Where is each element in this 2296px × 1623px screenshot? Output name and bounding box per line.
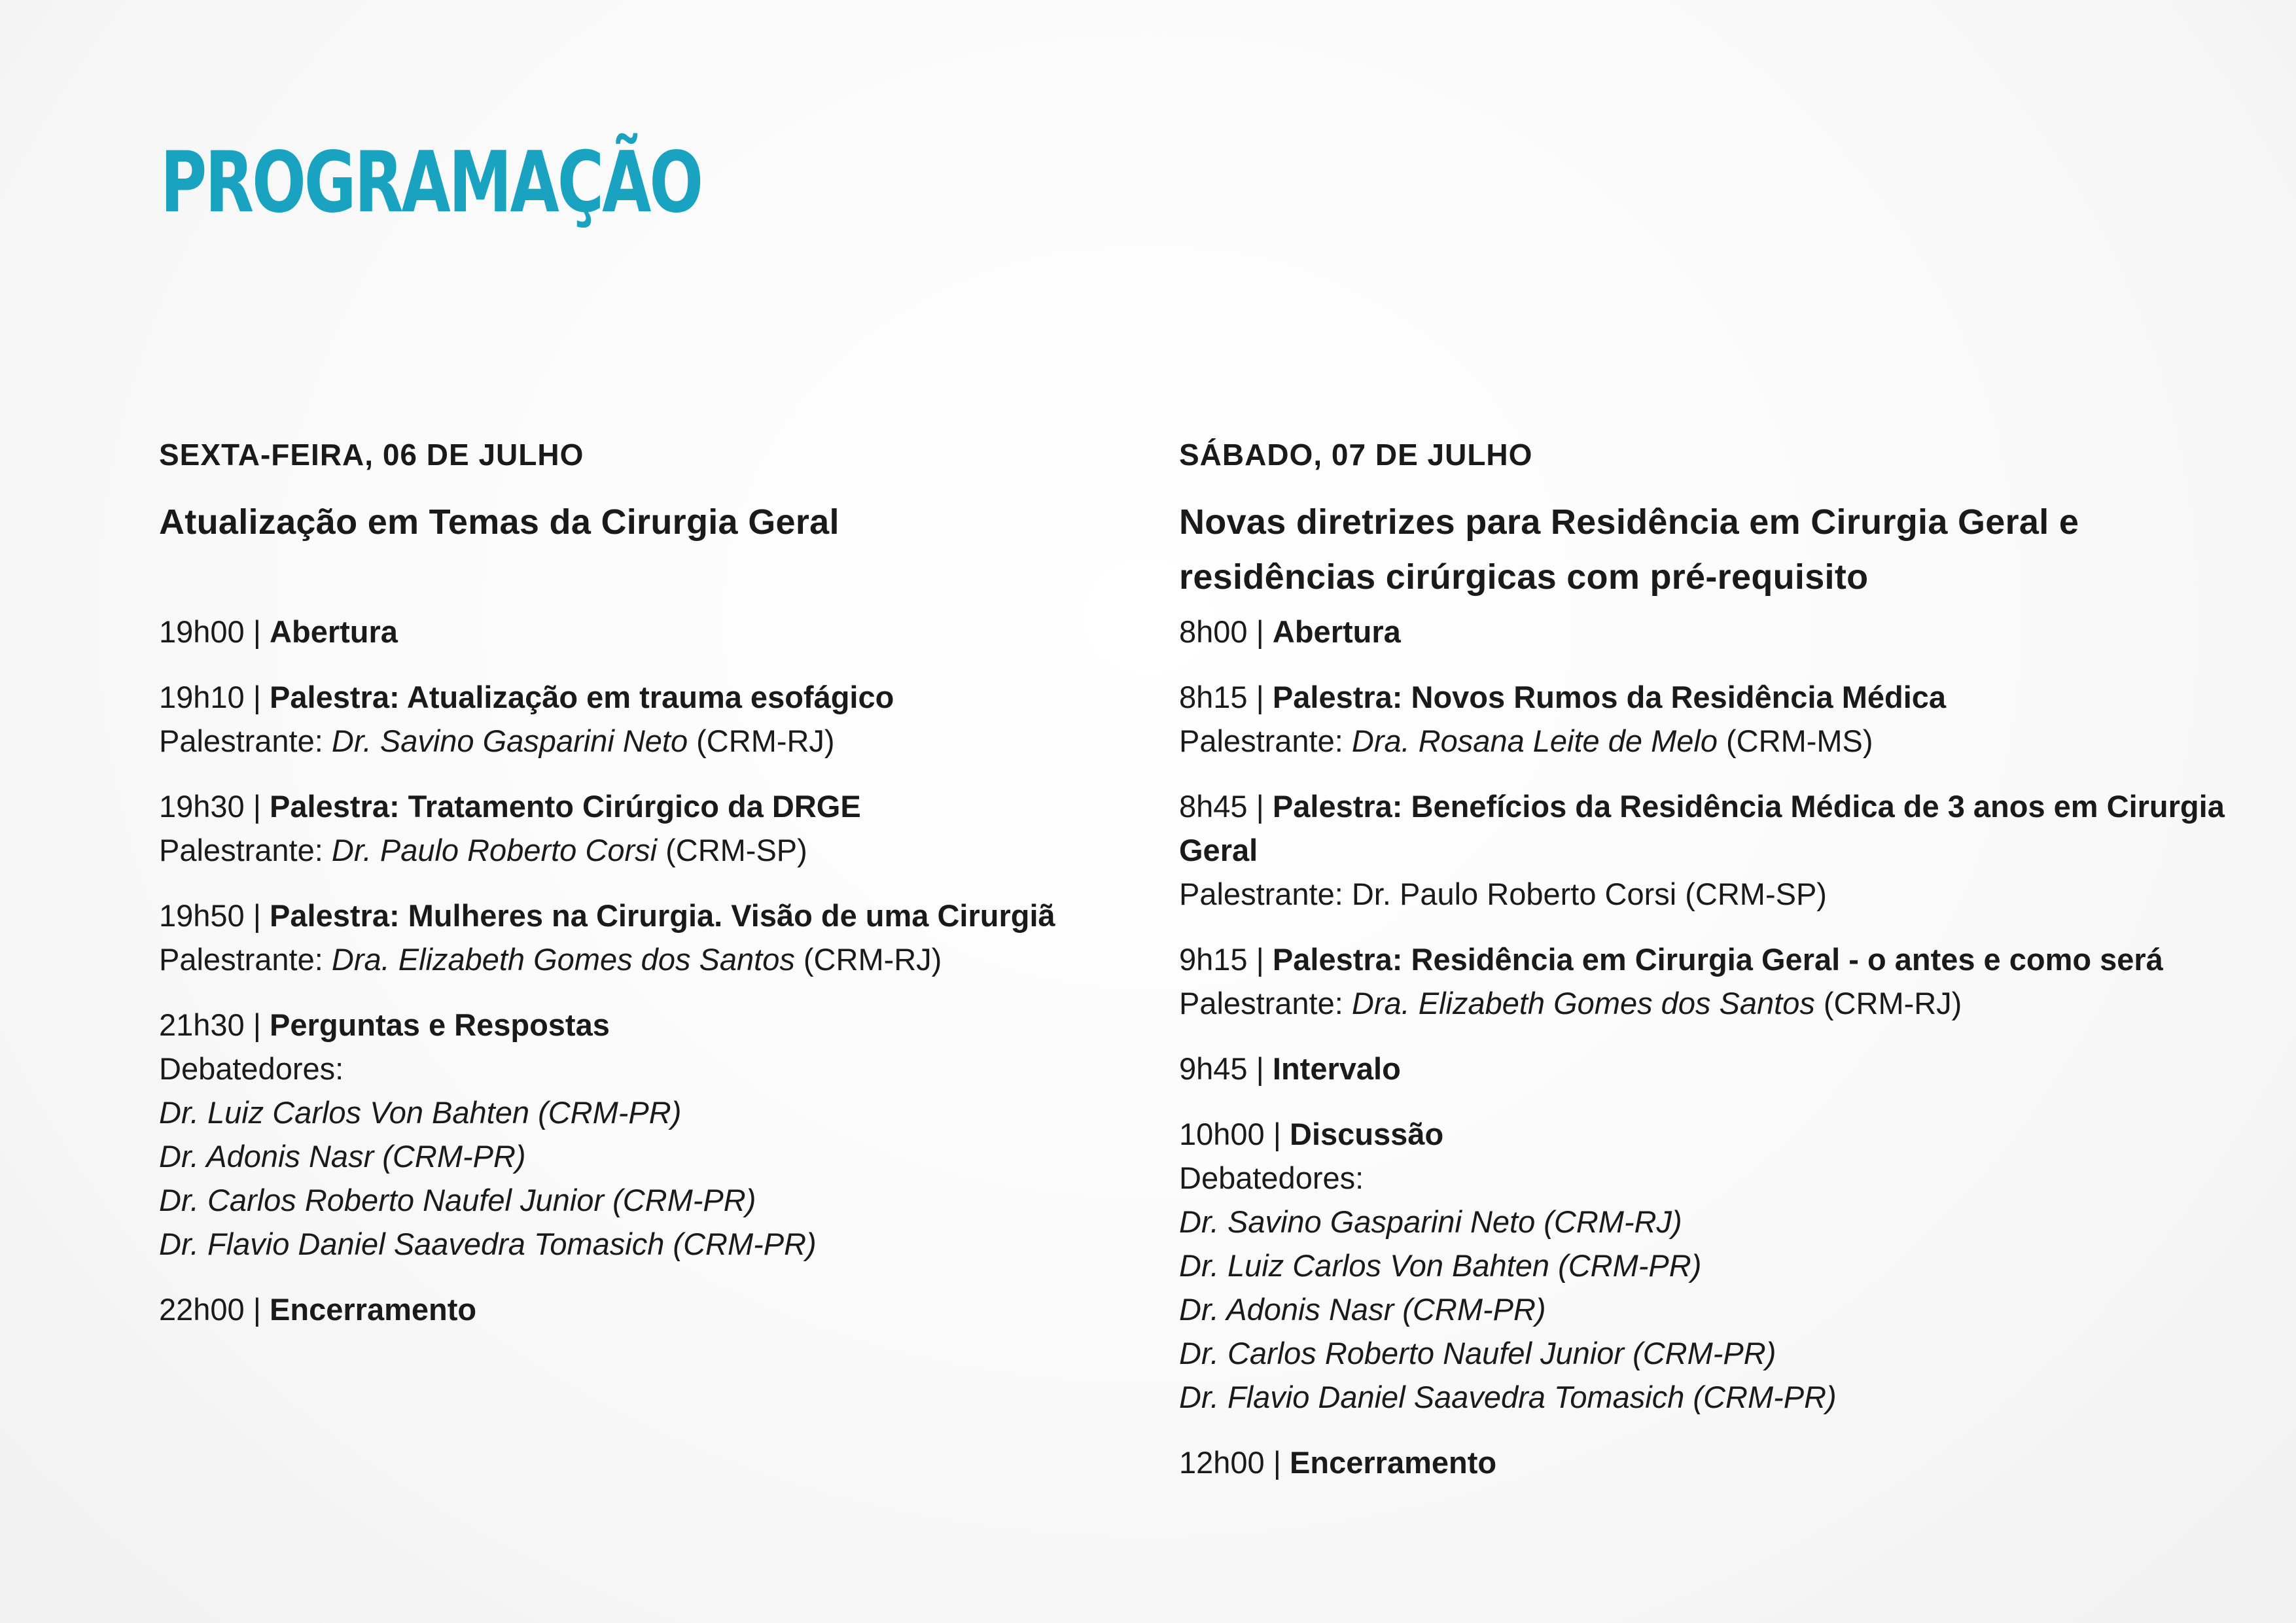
separator: | — [253, 1292, 261, 1327]
item-time: 8h00 — [1179, 614, 1248, 649]
separator: | — [1256, 1051, 1264, 1086]
debater-name: Dr. Adonis Nasr (CRM-PR) — [159, 1139, 526, 1174]
separator: | — [1273, 1117, 1281, 1151]
separator: | — [1256, 680, 1264, 714]
section-title: Atualização em Temas da Cirurgia Geral — [159, 502, 839, 542]
schedule-item — [159, 1003, 1127, 1266]
item-title: Palestra: Novos Rumos da Residência Médica — [1272, 680, 1947, 714]
speaker-line — [1179, 719, 2239, 763]
item-time: 12h00 — [1179, 1445, 1265, 1480]
section-title: Novas diretrizes para Residência em Cirurgia Geral e residências cirúrgicas com pré-requisito — [1179, 502, 2079, 597]
schedule-item — [1179, 1112, 2239, 1419]
debater-name: Dr. Carlos Roberto Naufel Junior (CRM-PR) — [1179, 1336, 1776, 1370]
speaker-label: Palestrante: — [1179, 724, 1343, 758]
speaker-line — [159, 937, 1127, 981]
item-time: 22h00 — [159, 1292, 245, 1327]
separator: | — [1256, 614, 1264, 649]
day-column-friday — [159, 432, 1127, 1353]
separator: | — [253, 789, 261, 824]
item-title: Palestra: Atualização em trauma esofágico — [270, 680, 894, 714]
separator: | — [253, 680, 261, 714]
item-title: Discussão — [1290, 1117, 1444, 1151]
speaker-label: Palestrante: — [159, 833, 323, 867]
speaker-name: Dra. Rosana Leite de Melo — [1351, 724, 1718, 758]
speaker-crm: (CRM-SP) — [665, 833, 807, 867]
day-label: SÁBADO, 07 DE JULHO — [1179, 438, 1533, 472]
speaker-name: Dra. Elizabeth Gomes dos Santos — [1351, 986, 1815, 1021]
item-time: 19h00 — [159, 614, 245, 649]
speaker-line — [159, 719, 1127, 763]
debaters-label: Debatedores: — [159, 1051, 344, 1086]
page-title: PROGRAMAÇÃO — [160, 134, 701, 232]
schedule-item — [159, 675, 1127, 763]
debater-name: Dr. Carlos Roberto Naufel Junior (CRM-PR) — [159, 1183, 756, 1217]
separator: | — [1256, 789, 1264, 824]
speaker-label: Palestrante: — [1179, 986, 1343, 1021]
speaker-label: Palestrante: — [159, 942, 323, 977]
schedule-item — [159, 610, 1127, 654]
item-title: Encerramento — [270, 1292, 477, 1327]
speaker-line — [159, 828, 1127, 872]
speaker-crm: (CRM-RJ) — [696, 724, 835, 758]
debater-name: Dr. Luiz Carlos Von Bahten (CRM-PR) — [159, 1095, 682, 1130]
debaters-label: Debatedores: — [1179, 1161, 1364, 1195]
schedule-item — [159, 784, 1127, 872]
speaker-crm: (CRM-RJ) — [1823, 986, 1962, 1021]
speaker-name: Dr. Savino Gasparini Neto — [331, 724, 688, 758]
debater-name: Dr. Savino Gasparini Neto (CRM-RJ) — [1179, 1204, 1682, 1239]
speaker-label: Palestrante: — [159, 724, 323, 758]
item-time: 9h45 — [1179, 1051, 1248, 1086]
debater-name: Dr. Luiz Carlos Von Bahten (CRM-PR) — [1179, 1248, 1702, 1283]
schedule-list — [1179, 610, 2239, 1484]
day-label: SEXTA-FEIRA, 06 DE JULHO — [159, 438, 584, 472]
debater-name: Dr. Flavio Daniel Saavedra Tomasich (CRM-PR) — [159, 1227, 817, 1261]
separator: | — [253, 614, 261, 649]
separator: | — [1273, 1445, 1281, 1480]
item-title: Abertura — [270, 614, 398, 649]
schedule-list — [159, 610, 1127, 1331]
debater-name: Dr. Flavio Daniel Saavedra Tomasich (CRM-PR) — [1179, 1380, 1837, 1414]
item-title: Abertura — [1272, 614, 1401, 649]
speaker-crm: (CRM-MS) — [1726, 724, 1873, 758]
item-time: 8h45 — [1179, 789, 1248, 824]
item-title: Palestra: Tratamento Cirúrgico da DRGE — [270, 789, 861, 824]
schedule-item — [1179, 1047, 2239, 1091]
speaker-line — [1179, 981, 2239, 1025]
item-time: 9h15 — [1179, 942, 1248, 977]
schedule-item — [159, 1287, 1127, 1331]
speaker-name: Dr. Paulo Roberto Corsi — [331, 833, 658, 867]
item-title: Palestra: Benefícios da Residência Médica de 3 anos em Cirurgia Geral — [1179, 789, 2225, 867]
separator: | — [253, 898, 261, 933]
schedule-item — [159, 894, 1127, 981]
item-title: Perguntas e Respostas — [270, 1007, 610, 1042]
speaker-name: Dra. Elizabeth Gomes dos Santos — [331, 942, 795, 977]
item-time: 8h15 — [1179, 680, 1248, 714]
schedule-item — [1179, 784, 2239, 916]
separator: | — [253, 1007, 261, 1042]
schedule-item — [1179, 937, 2239, 1025]
speaker-crm: (CRM-RJ) — [803, 942, 942, 977]
schedule-item — [1179, 610, 2239, 654]
debater-name: Dr. Adonis Nasr (CRM-PR) — [1179, 1292, 1546, 1327]
separator: | — [1256, 942, 1264, 977]
day-column-saturday — [1179, 432, 2239, 1506]
item-time: 19h30 — [159, 789, 245, 824]
item-title: Intervalo — [1272, 1051, 1401, 1086]
item-time: 19h10 — [159, 680, 245, 714]
item-title: Palestra: Residência em Cirurgia Geral - o antes e como será — [1272, 942, 2163, 977]
item-title: Encerramento — [1290, 1445, 1497, 1480]
item-time: 19h50 — [159, 898, 245, 933]
item-time: 10h00 — [1179, 1117, 1265, 1151]
item-time: 21h30 — [159, 1007, 245, 1042]
speaker-line: Palestrante: Dr. Paulo Roberto Corsi (CRM-SP) — [1179, 877, 1827, 911]
item-title: Palestra: Mulheres na Cirurgia. Visão de uma Cirurgiã — [270, 898, 1055, 933]
schedule-item — [1179, 675, 2239, 763]
schedule-item — [1179, 1440, 2239, 1484]
